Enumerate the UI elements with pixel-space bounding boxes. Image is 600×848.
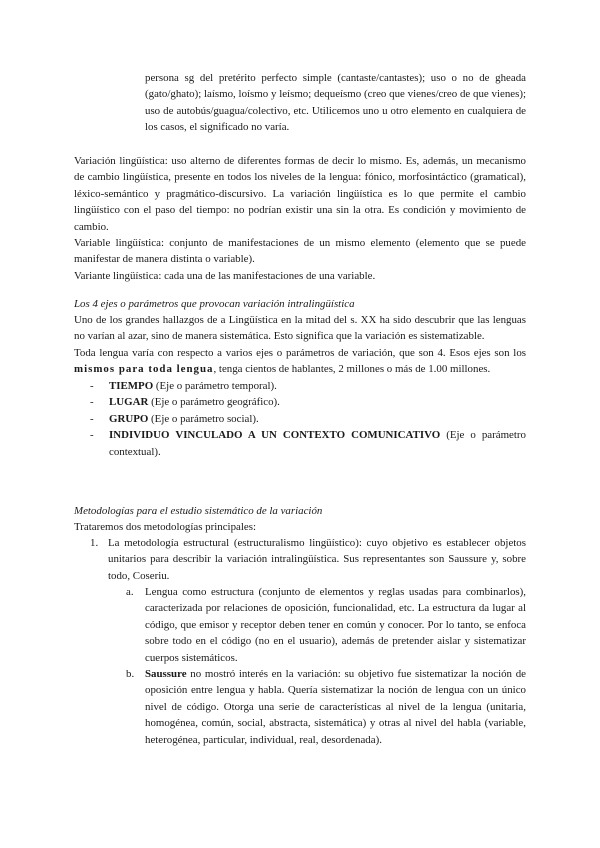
axis-desc: (Eje o parámetro temporal). xyxy=(153,380,277,392)
sub-item-b xyxy=(126,666,526,748)
sub-item-a xyxy=(126,584,526,666)
definitions-block xyxy=(74,153,526,284)
axis-desc: (Eje o parámetro contextual). xyxy=(109,429,526,458)
axis-name: GRUPO xyxy=(109,412,149,425)
section1-heading: Los 4 ejes o parámetros que provocan variación intralingüística xyxy=(74,298,355,310)
sub-a-text: Lengua como estructura (conjunto de elementos y reglas usadas para combinarlos), caracterizada por relaciones de oposición, funcionalidad, etc. La estructura da lugar al código, que emisor y receptor deben tener en común y conocer. Por lo tanto, se enfoca sobre todo en el código (no en el usuario), además de pretender aislar y sistematizar cuerpos sistemáticos. xyxy=(145,586,526,664)
sub-item-letter: b. xyxy=(126,668,135,680)
axis-item xyxy=(90,427,526,460)
continuation-paragraph xyxy=(145,70,526,136)
item-number: 1. xyxy=(90,537,99,549)
continuation-text: persona sg del pretérito perfecto simple (cantaste/cantastes); uso o no de gheada (gato/ghato); laísmo, loísmo y leísmo; dequeísmo (creo que vienes/creo de que vienes); uso de autobús/guagua/colectivo, etc. Utilicemos uno u otro elemento en cualquiera de los casos, el significado no varía. xyxy=(145,72,526,134)
para2-before: Toda lengua varía con respecto a varios ejes o parámetros de variación, que son 4. Esos ejes son los xyxy=(74,346,526,359)
axis-item xyxy=(90,378,526,394)
section1-heading-block xyxy=(74,296,526,312)
section2-intro: Trataremos dos metodologías principales: xyxy=(74,521,256,533)
section2-intro-block xyxy=(74,519,526,535)
para2-bold: mismos para toda lengua xyxy=(74,363,214,376)
sub-b-bold: Saussure xyxy=(145,668,187,680)
sub-b-text xyxy=(145,666,526,748)
axis-desc: (Eje o parámetro geográfico). xyxy=(148,396,280,409)
axis-name: TIEMPO xyxy=(109,380,154,392)
axes-list xyxy=(90,378,526,460)
section2-heading: Metodologías para el estudio sistemático de la variación xyxy=(74,505,323,517)
sub-b-rest: no mostró interés en la variación: su objetivo fue sistematizar la noción de oposición entre lengua y habla. Quería sistematizar la noción de lengua con un único nivel de código. Otorga una serie de características al nivel de la lengua (unitaria, homogénea, común, social, abstracta, sistemática) y otras al nivel del habla (variable, heterogénea, particular, individual, real, desordenada). xyxy=(145,668,526,746)
axis-item xyxy=(90,394,526,410)
axis-name: INDIVIDUO VINCULADO A UN CONTEXTO COMUNICATIVO xyxy=(109,429,441,442)
axis-name: LUGAR xyxy=(109,396,149,409)
bullet-dash: - xyxy=(90,396,94,409)
bullet-dash: - xyxy=(90,429,94,442)
section2-heading-block xyxy=(74,503,526,519)
axis-desc: (Eje o parámetro social). xyxy=(148,412,259,425)
axis-item xyxy=(90,411,526,427)
numbered-item-1 xyxy=(90,535,526,584)
section1-body xyxy=(74,312,526,378)
bullet-dash: - xyxy=(90,380,94,392)
item1-text: La metodología estructural (estructuralismo lingüístico): cuyo objetivo es establecer objetos unitarios para describir la variación intralingüística. Sus representantes son Saussure y, sobre todo, Coseriu. xyxy=(108,537,526,582)
sub-item-letter: a. xyxy=(126,586,134,598)
para2-after: , tenga cientos de hablantes, 2 millones o más de 1.00 millones. xyxy=(213,363,491,376)
section1-para1: Uno de los grandes hallazgos de a Lingüística en la mitad del s. XX ha sido descubrir que las lenguas no varían al azar, sino de manera sistemática. Esto significa que la variación es sistematizable. xyxy=(74,314,526,343)
definition-variable: Variable lingüística: conjunto de manifestaciones de un mismo elemento (elemento que se puede manifestar de manera distinta o variable). xyxy=(74,237,526,266)
bullet-dash: - xyxy=(90,412,94,425)
section1-para2 xyxy=(74,345,526,378)
definition-variacion: Variación lingüística: uso alterno de diferentes formas de decir lo mismo. Es, además, un mecanismo de cambio lingüística, presente en todos los niveles de la lengua: fónico, morfosintáctico (gramatical), léxico-semántico y pragmático-discursivo. La variación lingüística es lo que permite el cambio lingüístico con el paso del tiempo: no podrían existir una sin la otra. Es condición y movimiento de cambio. xyxy=(74,155,526,233)
definition-variante: Variante lingüística: cada una de las manifestaciones de una variable. xyxy=(74,269,376,282)
